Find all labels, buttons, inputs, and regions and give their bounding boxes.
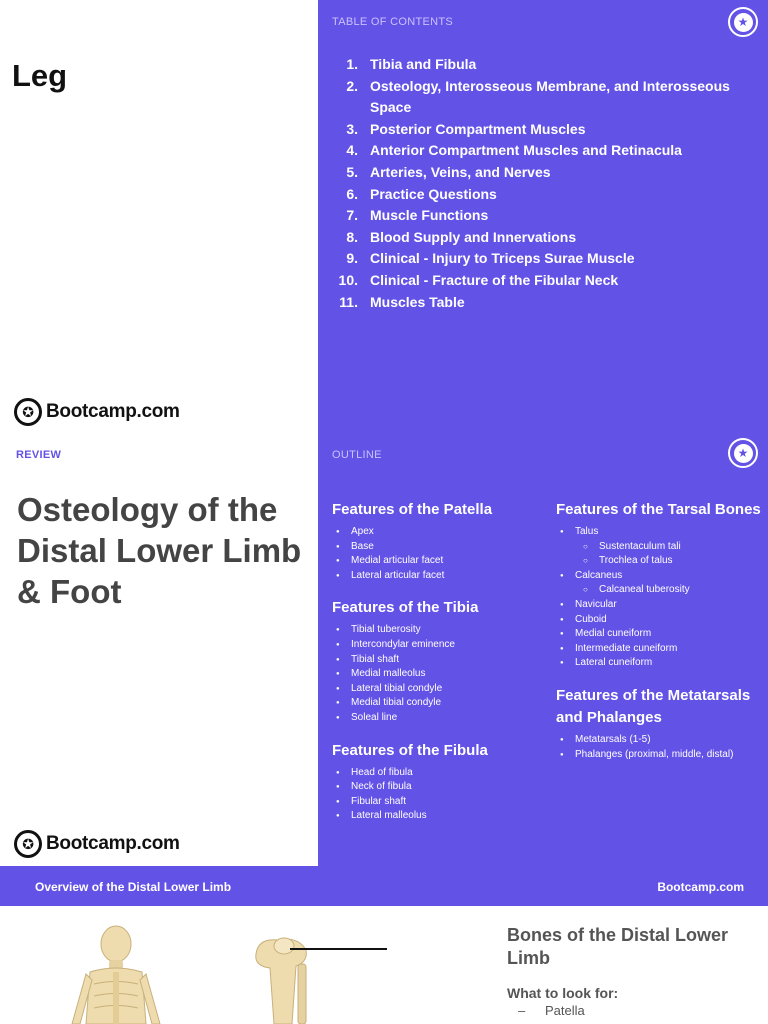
list-item: ● Base: [332, 540, 542, 555]
brand-logo: [14, 398, 180, 426]
slide-title: Osteology of the Distal Lower Limb & Foot: [17, 491, 302, 610]
slide2-left-panel: [0, 433, 318, 866]
look-for-label: What to look for:: [507, 985, 619, 1001]
list-item: ● Tibial tuberosity: [332, 623, 542, 638]
toc-list: [330, 54, 750, 313]
toc-item[interactable]: 5. Arteries, Veins, and Nerves: [346, 163, 551, 180]
list-item: ● Lateral cuneiform: [556, 656, 766, 671]
list-item: ● Apex: [332, 525, 542, 540]
list-subitem: ○ Trochlea of talus: [556, 554, 766, 569]
star-badge-icon: ★: [728, 7, 758, 37]
brand-logo: [14, 830, 180, 858]
toc-item[interactable]: 1. Tibia and Fibula: [346, 56, 477, 72]
list-item: ● Intermediate cuneiform: [556, 642, 766, 657]
bootcamp-star-logo-icon: ✪: [14, 398, 42, 426]
brand-name: Bootcamp.com: [46, 833, 180, 854]
list-item: ● Metatarsals (1-5): [556, 733, 766, 748]
list-item: ● Phalanges (proximal, middle, distal): [556, 748, 766, 763]
list-item: ● Medial articular facet: [332, 554, 542, 569]
section-heading: Features of the Tibia: [332, 599, 479, 617]
outline-label: OUTLINE: [332, 449, 382, 461]
list-item: ● Lateral tibial condyle: [332, 682, 542, 697]
bootcamp-star-logo-icon: ✪: [14, 830, 42, 858]
list-item: ● Neck of fibula: [332, 780, 542, 795]
bullet-list: [332, 766, 542, 824]
bullet-list: [332, 623, 542, 725]
section-heading: Features of the Fibula: [332, 741, 488, 759]
bullet-list: [332, 525, 542, 583]
toc-item[interactable]: 7. Muscle Functions: [346, 207, 489, 224]
list-item: ● Lateral malleolus: [332, 809, 542, 824]
brand-name: Bootcamp.com: [46, 401, 180, 422]
toc-item[interactable]: 9. Clinical - Injury to Triceps Surae Muscle: [346, 250, 635, 267]
toc-item[interactable]: 3. Posterior Compartment Muscles: [346, 120, 586, 137]
bullet-list: [556, 733, 766, 762]
slide-outline: [0, 433, 768, 866]
toc-panel: [318, 0, 768, 433]
slide-header-title: Overview of the Distal Lower Limb: [35, 880, 232, 894]
list-item: ● Talus: [556, 525, 766, 540]
list-item: ● Medial malleolus: [332, 667, 542, 682]
list-item: ● Lateral articular facet: [332, 569, 542, 584]
star-badge-icon: ★: [728, 438, 758, 468]
section-heading: Features of the Patella: [332, 501, 493, 518]
section-heading: Features of the Metatarsals and Phalanges: [556, 686, 751, 726]
list-item: ● Cuboid: [556, 613, 766, 628]
slide-header-bar: [0, 866, 768, 906]
slide-overview: [0, 866, 768, 1024]
list-item: ● Head of fibula: [332, 766, 542, 781]
section-heading: Features of the Tarsal Bones: [556, 501, 761, 518]
bullet-list: [556, 525, 766, 671]
outline-column-right: [556, 499, 766, 762]
list-subitem: ○ Calcaneal tuberosity: [556, 583, 766, 598]
slide1-left-panel: [0, 0, 318, 433]
toc-item[interactable]: 4. Anterior Compartment Muscles and Retinacula: [346, 142, 682, 159]
toc-item[interactable]: 6. Practice Questions: [346, 185, 497, 202]
list-item: ● Calcaneus: [556, 569, 766, 584]
list-item: ● Intercondylar eminence: [332, 638, 542, 653]
slide-table-of-contents: [0, 0, 768, 433]
section-heading: Bones of the Distal Lower Limb: [507, 925, 729, 968]
slide-header-brand: Bootcamp.com: [657, 880, 744, 894]
list-item: ● Soleal line: [332, 711, 542, 726]
outline-panel: [318, 433, 768, 866]
list-item: – Patella: [518, 1003, 585, 1018]
page-title: Leg: [12, 58, 68, 93]
list-item: ● Tibial shaft: [332, 653, 542, 668]
toc-label: TABLE OF CONTENTS: [332, 16, 454, 28]
toc-item[interactable]: 10. Clinical - Fracture of the Fibular Neck: [338, 271, 619, 288]
toc-item[interactable]: 2. Osteology, Interosseous Membrane, and Interosseous Space: [346, 77, 730, 116]
list-item: ● Medial tibial condyle: [332, 696, 542, 711]
list-subitem: ○ Sustentaculum tali: [556, 540, 766, 555]
list-item: ● Medial cuneiform: [556, 627, 766, 642]
pointer-line: [290, 948, 387, 950]
review-label: REVIEW: [16, 449, 62, 461]
outline-column-left: [332, 499, 542, 824]
list-item: ● Navicular: [556, 598, 766, 613]
toc-item[interactable]: 11. Muscles Table: [339, 293, 465, 310]
toc-item[interactable]: 8. Blood Supply and Innervations: [346, 228, 577, 245]
skeleton-illustration: [60, 924, 180, 1024]
list-item: ● Fibular shaft: [332, 795, 542, 810]
